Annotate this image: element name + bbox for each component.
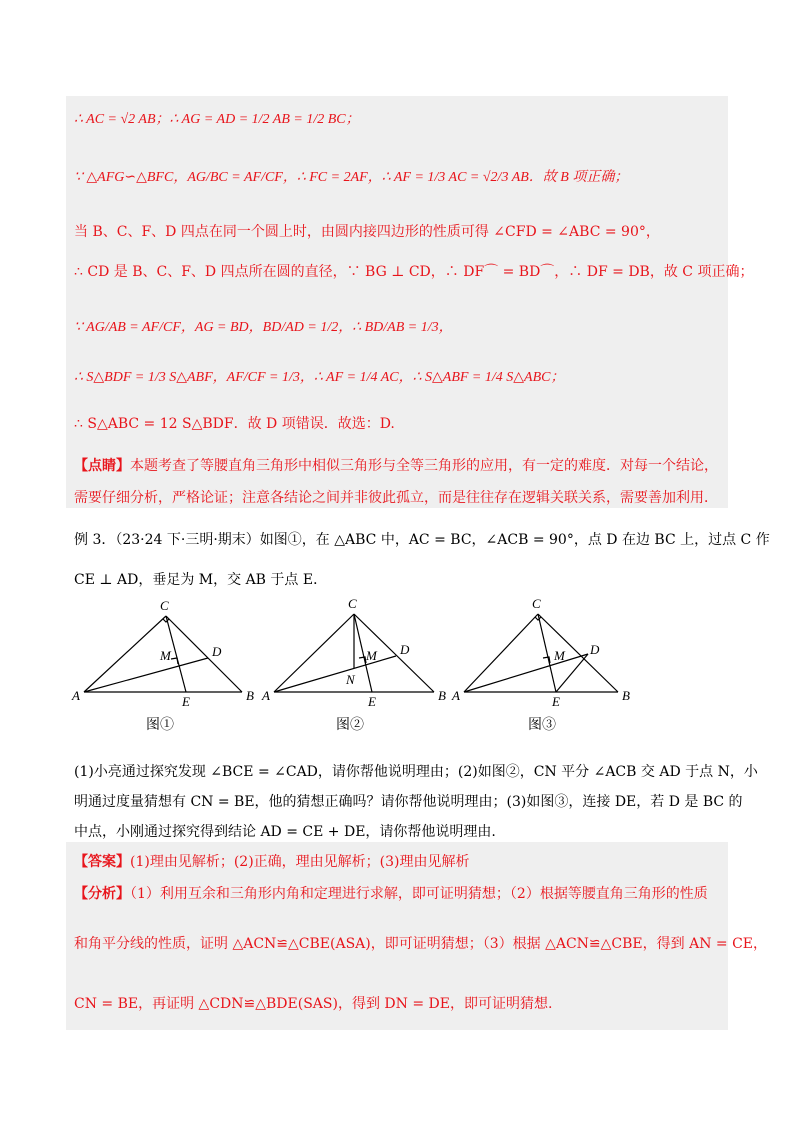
fig3-label-e: E [552,694,560,709]
analysis-text-1: （1）利用互余和三角形内角和定理进行求解，即可证明猜想；（2）根据等腰直角三角形的性质 [130,886,708,902]
solution-line-1: ∴ AC = √2 AB；∴ AG = AD = 1/2 AB = 1/2 BC； [74,112,360,127]
fig1-label-a: A [72,688,80,703]
analysis-tag: 【分析】 [74,886,130,902]
fig2-label-c: C [348,596,357,611]
fig2-label-e: E [368,694,376,709]
fig2-label-a: A [262,688,270,703]
figure-2 [260,596,450,716]
solution-background [66,96,728,508]
answer-text: (1)理由见解析；(2)正确，理由见解析；(3)理由见解析 [130,854,470,870]
analysis-line-2: 和角平分线的性质，证明 △ACN≌△CBE(ASA)，即可证明猜想；（3）根据 △ACN≌△CBE，得到 AN = CE， [74,936,768,952]
comment-line-2: 需要仔细分析，严格论证；注意各结论之间并非彼此孤立，而是往往存在逻辑关联关系，需要善加利用． [74,490,718,506]
solution-line-3: 当 B、C、F、D 四点在同一个圆上时，由圆内接四边形的性质可得 ∠CFD = ∠ABC = 90°， [74,224,660,240]
figure-1-caption: 图① [146,717,174,733]
answer-tag: 【答案】 [74,854,130,870]
analysis-line-3: CN = BE，再证明 △CDN≌△BDE(SAS)，得到 DN = DE，即可证明猜想. [74,996,553,1012]
fig3-apex-right-angle-mark [535,617,541,620]
fig2-label-d: D [400,642,410,657]
question-line-3: 中点，小刚通过探究得到结论 AD = CE + DE，请你帮他说明理由. [74,824,496,840]
fig1-label-d: D [212,644,222,659]
comment-line-1 [74,456,718,476]
example-line-2: CE ⊥ AD，垂足为 M，交 AB 于点 E． [74,572,328,588]
fig1-label-e: E [182,694,190,709]
figure-2-caption: 图② [336,717,364,733]
fig1-label-b: B [246,688,254,703]
fig1-label-c: C [160,598,169,613]
analysis-line-1 [74,884,708,904]
comment-text-1: 本题考查了等腰直角三角形中相似三角形与全等三角形的应用，有一定的难度．对每一个结论， [130,458,718,474]
fig2-label-b: B [438,688,446,703]
solution-line-2: ∵ △AFG∽△BFC，AG/BC = AF/CF，∴ FC = 2AF，∴ AF = 1/3 AC = √2/3 AB．故 B 项正确； [74,170,629,185]
solution-line-6: ∴ S△BDF = 1/3 S△ABF，AF/CF = 1/3，∴ AF = 1/4 AC，∴ S△ABF = 1/4 S△ABC； [74,370,565,385]
fig1-side-cb [166,616,242,692]
fig3-label-a: A [452,688,460,703]
fig3-side-cb [538,614,618,692]
fig1-right-angle-mark [171,658,178,664]
fig1-apex-right-angle-mark [163,619,169,622]
fig3-label-b: B [622,688,630,703]
fig3-label-c: C [532,596,541,611]
figure-3 [450,596,640,716]
fig3-label-m: M [554,648,565,663]
comment-tag: 【点睛】 [74,458,130,474]
figure-1 [70,596,260,716]
solution-line-5: ∵ AG/AB = AF/CF，AG = BD，BD/AD = 1/2，∴ BD/AB = 1/3， [74,320,453,335]
question-line-1: (1)小亮通过探究发现 ∠BCE = ∠CAD，请你帮他说明理由；(2)如图②，CN 平分 ∠ACB 交 AD 于点 N，小 [74,764,758,780]
question-line-2: 明通过度量猜想有 CN = BE，他的猜想正确吗？请你帮他说明理由；(3)如图③，连接 DE，若 D 是 BC 的 [74,794,743,810]
answer-line [74,852,470,872]
fig3-label-d: D [590,642,600,657]
figure-3-caption: 图③ [528,717,556,733]
fig2-label-m: M [366,648,377,663]
solution-line-4: ∴ CD 是 B、C、F、D 四点所在圆的直径，∵ BG ⊥ CD，∴ DF⌒ = BD⌒，∴ DF = DB，故 C 项正确； [74,264,754,280]
solution-line-7: ∴ S△ABC = 12 S△BDF．故 D 项错误．故选：D. [74,416,395,432]
fig1-label-m: M [160,648,171,663]
example-line-1: 例 3．（23·24 下·三明·期末）如图①，在 △ABC 中，AC = BC，∠ACB = 90°，点 D 在边 BC 上，过点 C 作 [74,532,770,548]
fig2-label-n: N [346,672,355,687]
